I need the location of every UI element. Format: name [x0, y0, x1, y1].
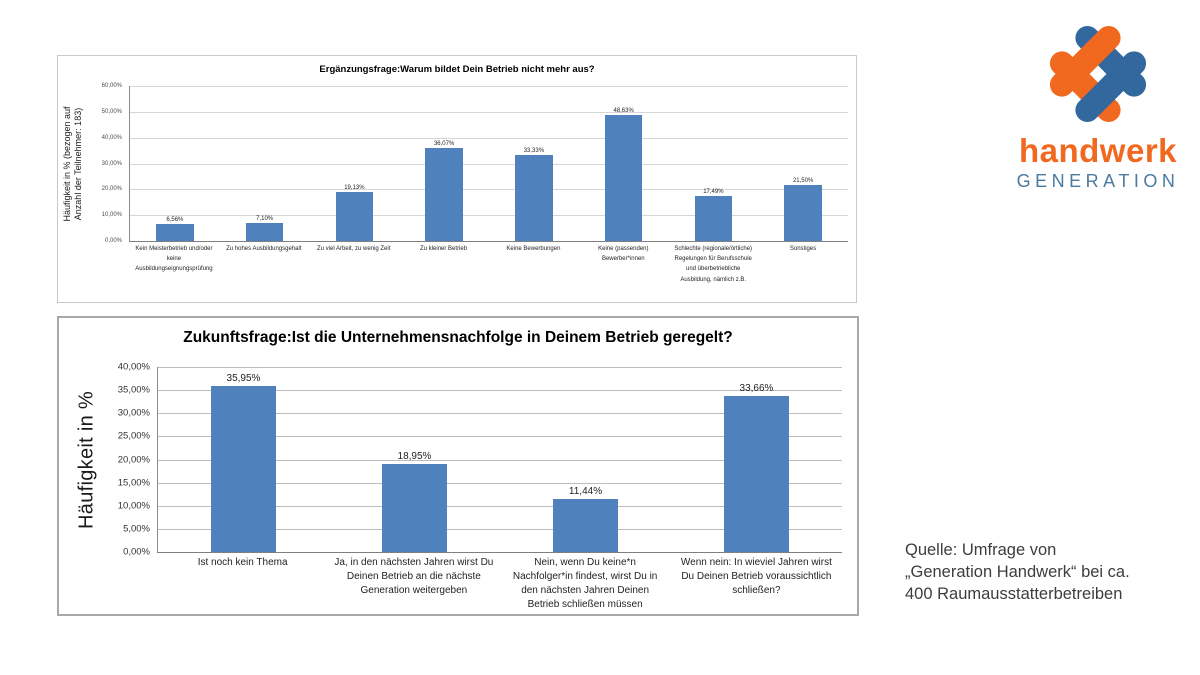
bar-value-label: 33,33% — [523, 147, 545, 154]
bar — [695, 196, 733, 241]
y-tick-label: 35,00% — [117, 384, 150, 396]
bar-group — [329, 367, 500, 552]
x-category-label: Keine (passenden) Bewerber*innen — [598, 246, 649, 263]
source-note — [905, 540, 1195, 606]
bar — [336, 192, 374, 241]
chart-title: Ergänzungsfrage:Warum bildet Dein Betrieb nicht mehr aus? — [319, 64, 595, 75]
x-category-label: Keine Bewerbungen — [506, 246, 561, 252]
bar — [784, 185, 822, 241]
y-axis-title-text: Häufigkeit in % — [75, 390, 98, 529]
x-category-label: Kein Meisterbetrieb und/oder keine Ausbildungseignungsprüfung — [135, 246, 213, 273]
bar-value-label: 21,50% — [792, 178, 814, 185]
bar-series — [158, 367, 842, 552]
bar-value-label: 35,95% — [226, 372, 261, 384]
bar-value-label: 18,95% — [397, 451, 432, 463]
y-tick-label: 5,00% — [123, 523, 150, 535]
bar — [724, 396, 789, 552]
bar — [156, 224, 194, 241]
y-tick-label: 20,00% — [101, 186, 122, 193]
y-tick-label: 20,00% — [117, 454, 150, 465]
y-tick-label: 60,00% — [101, 83, 122, 89]
x-category-label: Schlechte (regionale/örtliche) Regelungen für Berufsschule und überbetriebliche Ausbildung, nämlich z.B. — [674, 246, 753, 283]
bar — [382, 464, 447, 552]
y-tick-label: 40,00% — [101, 134, 122, 141]
plot-area — [129, 86, 848, 242]
bar — [211, 386, 276, 552]
bar-value-label: 11,44% — [568, 486, 603, 498]
y-axis-ticks — [103, 361, 154, 558]
bar-group — [220, 86, 310, 241]
bar-value-label: 7,10% — [256, 215, 274, 222]
y-tick-label: 0,00% — [123, 546, 150, 558]
y-tick-label: 10,00% — [101, 212, 122, 219]
bar — [605, 115, 643, 241]
y-tick-label: 15,00% — [117, 477, 150, 489]
bar — [246, 223, 284, 241]
bar-value-label: 6,56% — [166, 217, 184, 224]
y-axis-title — [60, 86, 86, 241]
bar-value-label: 33,66% — [739, 383, 774, 395]
x-axis-labels — [129, 244, 848, 285]
bar-group — [500, 367, 671, 552]
source-note-line: 400 Raumausstatterbetreiben — [905, 584, 1123, 603]
bar-group — [758, 86, 848, 241]
logo-wordmark-handwerk: handwerk — [1018, 132, 1178, 169]
bar-group — [669, 86, 759, 241]
x-category-label: Zu kleiner Betrieb — [420, 246, 468, 252]
bar-group — [489, 86, 579, 241]
handwerk-generation-logo — [1012, 22, 1184, 192]
bar-value-label: 48,63% — [613, 108, 634, 115]
bar-group — [399, 86, 489, 241]
logo-weave-icon — [1012, 22, 1184, 126]
logo-wordmark-generation: GENERATION — [1016, 171, 1180, 191]
bar-group — [671, 367, 842, 552]
x-category-label: Ist noch kein Thema — [197, 557, 288, 568]
bar — [553, 499, 618, 552]
y-axis-title — [69, 367, 105, 552]
x-category-label: Zu hohes Ausbildungsgehalt — [226, 246, 302, 252]
chart-ausbildung-gruende — [57, 55, 857, 303]
y-tick-label: 25,00% — [117, 430, 150, 442]
y-tick-label: 50,00% — [101, 108, 122, 115]
x-category-label: Sonstiges — [789, 246, 817, 252]
y-axis-title-text: Häufigkeit in % (bezogen auf Anzahl der Teilnehmer: 183) — [61, 105, 83, 222]
source-note-line: „Generation Handwerk“ bei ca. — [905, 562, 1130, 581]
x-category-label: Ja, in den nächsten Jahren wirst Du Deinen Betrieb an die nächste Generation weitergeben — [334, 557, 494, 596]
x-category-label: Wenn nein: In wieviel Jahren wirst Du Deinen Betrieb voraussichtlich schließen? — [680, 557, 832, 596]
bar-group — [579, 86, 669, 241]
x-category-label: Zu viel Arbeit, zu wenig Zeit — [317, 246, 391, 252]
y-tick-label: 40,00% — [117, 361, 150, 373]
plot-area — [157, 367, 842, 553]
chart-title: Zukunftsfrage:Ist die Unternehmensnachfolge in Deinem Betrieb geregelt? — [183, 329, 733, 346]
bar-group — [310, 86, 400, 241]
x-axis-labels — [157, 556, 842, 612]
x-category-label: Nein, wenn Du keine*n Nachfolger*in findest, wirst Du in den nächsten Jahren Deinen Betrieb schließen müssen — [512, 557, 658, 610]
source-note-line: Quelle: Umfrage von — [905, 541, 1057, 559]
bar — [425, 148, 463, 241]
bar-value-label: 36,07% — [433, 140, 455, 147]
y-tick-label: 0,00% — [104, 238, 122, 244]
bar-value-label: 17,49% — [703, 188, 724, 195]
y-tick-label: 30,00% — [117, 407, 150, 419]
y-axis-ticks — [86, 83, 126, 244]
y-tick-label: 30,00% — [101, 160, 122, 167]
bar — [515, 155, 553, 241]
bar-group — [158, 367, 329, 552]
y-tick-label: 10,00% — [117, 500, 150, 512]
bar-value-label: 19,13% — [344, 184, 365, 191]
bar-group — [130, 86, 220, 241]
chart-unternehmensnachfolge — [57, 316, 859, 616]
bar-series — [130, 86, 848, 241]
